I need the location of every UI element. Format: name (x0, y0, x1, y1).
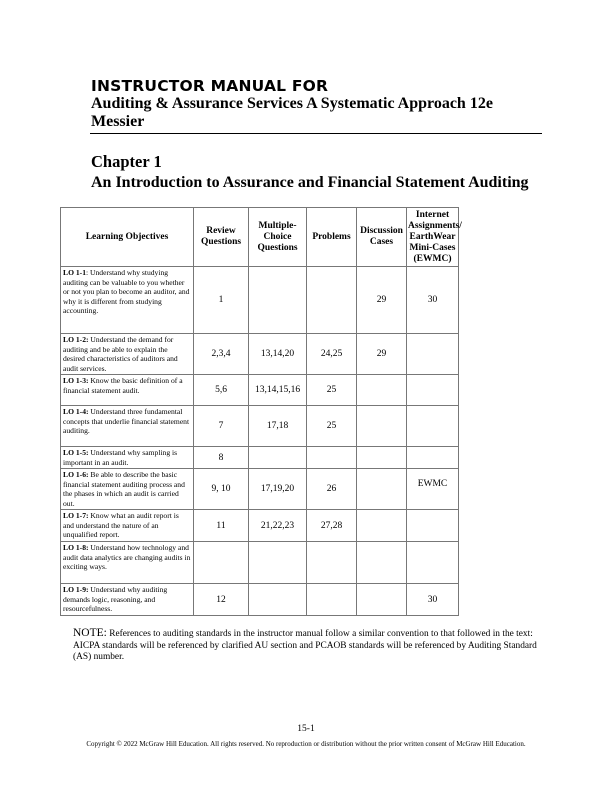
learning-objective-cell (61, 406, 194, 447)
review-cell: 11 (194, 510, 249, 542)
book-title: Auditing & Assurance Services A Systematic Approach 12e Messier (91, 95, 493, 130)
learning-objective-cell (61, 334, 194, 375)
table-row (61, 375, 459, 406)
multiple-choice-cell: 13,14,20 (249, 334, 307, 375)
lo-code: LO 1-7: (63, 511, 89, 520)
multiple-choice-cell: 13,14,15,16 (249, 375, 307, 406)
header-discussion-cases: Discussion Cases (357, 208, 407, 267)
discussion-cell (357, 584, 407, 616)
lo-code: LO 1-1 (63, 268, 86, 277)
internet-cell (407, 542, 459, 584)
table-header-row (61, 208, 459, 267)
learning-objective-cell (61, 447, 194, 469)
problems-cell: 25 (307, 375, 357, 406)
multiple-choice-cell: 17,18 (249, 406, 307, 447)
problems-cell (307, 542, 357, 584)
header-multiple-choice-questions: Multiple-Choice Questions (249, 208, 307, 267)
lo-code: LO 1-6: (63, 470, 89, 479)
multiple-choice-cell (249, 584, 307, 616)
table-row (61, 542, 459, 584)
discussion-cell (357, 447, 407, 469)
table-row (61, 584, 459, 616)
lo-code: LO 1-8: (63, 543, 89, 552)
lo-code: LO 1-9: (63, 585, 89, 594)
lo-code: LO 1-2: (63, 335, 89, 344)
problems-cell (307, 267, 357, 334)
table-row (61, 510, 459, 542)
manual-title: INSTRUCTOR MANUAL FOR (91, 77, 329, 95)
chapter-number: Chapter 1 (91, 152, 162, 171)
multiple-choice-cell: 17,19,20 (249, 469, 307, 510)
problems-cell: 26 (307, 469, 357, 510)
discussion-cell (357, 406, 407, 447)
discussion-cell (357, 375, 407, 406)
learning-objectives-table (60, 207, 462, 616)
multiple-choice-cell: 21,22,23 (249, 510, 307, 542)
internet-cell (407, 375, 459, 406)
table-row (61, 406, 459, 447)
review-cell: 7 (194, 406, 249, 447)
lo-text: : Understand why studying auditing can be valuable to you whether or not you plan to become an auditor, and why it is different from studying accounting. (63, 268, 190, 316)
review-cell (194, 542, 249, 584)
chapter-title: An Introduction to Assurance and Financial Statement Auditing (91, 174, 529, 191)
lo-text: Understand how technology and audit data analytics are changing audits in exciting ways. (63, 543, 191, 572)
problems-cell (307, 447, 357, 469)
header-internet-assignments: Internet Assignments/ EarthWear Mini-Cases (EWMC) (407, 208, 459, 267)
discussion-cell (357, 469, 407, 510)
internet-cell (407, 406, 459, 447)
table-row (61, 447, 459, 469)
learning-objective-cell (61, 375, 194, 406)
discussion-cell (357, 510, 407, 542)
learning-objective-cell (61, 469, 194, 510)
learning-objective-cell (61, 267, 194, 334)
learning-objective-cell (61, 542, 194, 584)
review-cell: 8 (194, 447, 249, 469)
multiple-choice-cell (249, 267, 307, 334)
note-text: References to auditing standards in the instructor manual follow a similar convention to that followed in the text: AICPA standards will be referenced by clarified AU section and PCAOB standards will be referenced by Auditing Standard (AS) number. (73, 629, 537, 663)
discussion-cell: 29 (357, 267, 407, 334)
discussion-cell: 29 (357, 334, 407, 375)
lo-text: Understand why auditing demands logic, reasoning, and resourcefulness. (63, 585, 168, 614)
lo-text: Know the basic definition of a financial statement audit. (63, 376, 183, 395)
internet-cell: 30 (407, 267, 459, 334)
table-row (61, 267, 459, 334)
internet-cell: EWMC (407, 469, 459, 510)
multiple-choice-cell (249, 447, 307, 469)
lo-code: LO 1-3: (63, 376, 89, 385)
copyright-notice: Copyright © 2022 McGraw Hill Education. All rights reserved. No reproduction or distribution without the prior written consent of McGraw Hill Education. (86, 740, 526, 748)
problems-cell (307, 584, 357, 616)
internet-cell: 30 (407, 584, 459, 616)
table-row (61, 469, 459, 510)
internet-cell (407, 447, 459, 469)
multiple-choice-cell (249, 542, 307, 584)
discussion-cell (357, 542, 407, 584)
internet-cell (407, 334, 459, 375)
lo-text: Understand three fundamental concepts that underlie financial statement auditing. (63, 407, 190, 436)
internet-cell (407, 510, 459, 542)
problems-cell: 25 (307, 406, 357, 447)
problems-cell: 24,25 (307, 334, 357, 375)
lo-code: LO 1-5: (63, 448, 89, 457)
header-review-questions: Review Questions (194, 208, 249, 267)
lo-code: LO 1-4: (63, 407, 89, 416)
learning-objective-cell (61, 510, 194, 542)
lo-text: Know what an audit report is and understand the nature of an unqualified report. (63, 511, 179, 540)
lo-text: Understand why sampling is important in an audit. (63, 448, 178, 467)
problems-cell: 27,28 (307, 510, 357, 542)
lo-text: Understand the demand for auditing and be able to explain the desired characteristics of auditors and audit services. (63, 335, 178, 373)
page-number: 15-1 (297, 724, 315, 734)
header-learning-objectives: Learning Objectives (61, 208, 194, 267)
title-divider (90, 133, 542, 134)
lo-text: Be able to describe the basic financial statement auditing process and the phases in which an audit is carried out. (63, 470, 185, 508)
review-cell: 12 (194, 584, 249, 616)
standards-note (73, 628, 543, 664)
learning-objective-cell (61, 584, 194, 616)
header-problems: Problems (307, 208, 357, 267)
table-row (61, 334, 459, 375)
review-cell: 2,3,4 (194, 334, 249, 375)
review-cell: 5,6 (194, 375, 249, 406)
review-cell: 9, 10 (194, 469, 249, 510)
review-cell: 1 (194, 267, 249, 334)
note-label: NOTE: (73, 627, 107, 639)
